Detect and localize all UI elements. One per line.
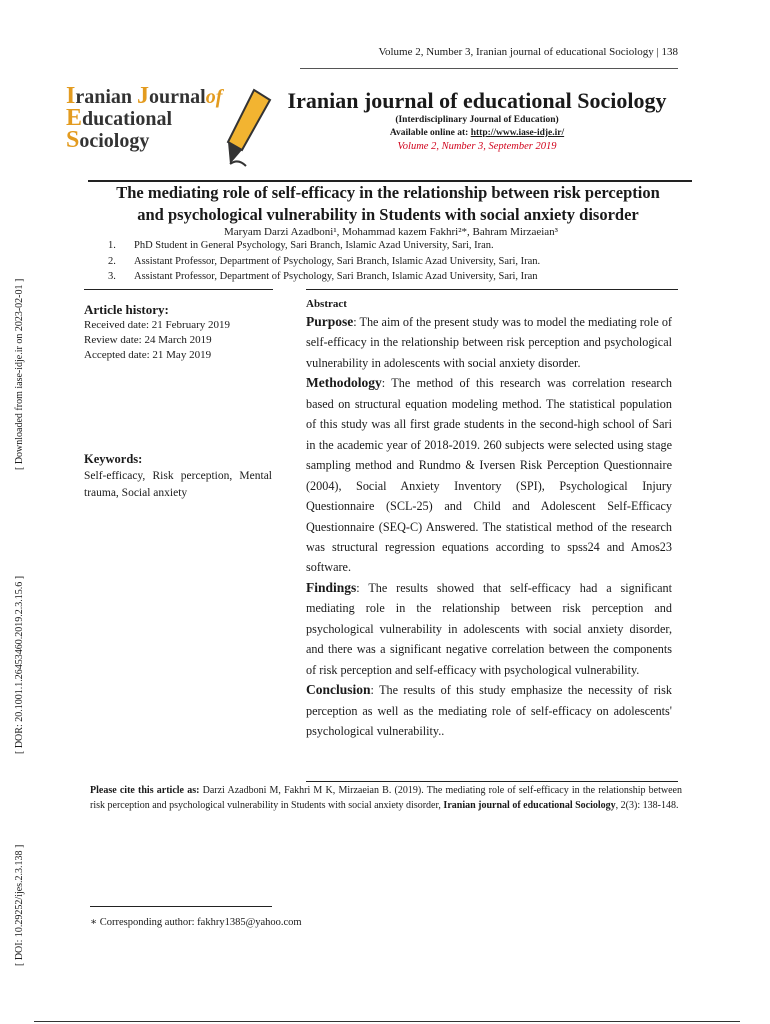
logo-line-2: Educational [66,105,173,131]
abstract-purpose: Purpose: The aim of the present study was to model the mediating role of self-efficacy in the relationship between risk perception and psychological vulnerability in adolescents with social anxiety disorder. [306,314,672,370]
abstract-methodology: Methodology: The method of this research was correlation research based on structural equation modeling method. The statistical population of this study was all first grade students in the second-high school of Sari in the academic year of 2018-2019. 260 subjects were selected using stage sampling method and Rundmo & Iversen Risk Perception Questionnaire (2004), Social Anxiety Inventory (SPI), Psychological Injury Questionnaire (SCL-25) and Child and Adolescent Self-Efficacy Questionnaire (SEQ-C) Answered. The statistical method of the research was structural regression equations according to spss24 and Amos23 software. [306,375,672,575]
citation: Please cite this article as: Darzi Azadboni M, Fakhri M K, Mirzaeian B. (2019). The mediating role of self-efficacy in the relationship between risk perception and psychological vulnerability in Students with social anxiety disorder, Iranian journal of educational Sociology, 2(3): 138-148. [90,785,682,811]
left-column-divider [84,289,273,290]
journal-logo [66,83,266,176]
pencil-icon [224,88,272,170]
abstract-findings: Findings: The results showed that self-efficacy had a significant mediating role in the relationship between risk perception and psychological vulnerability in adolescents with social anxiety disorder, and there was a significant negative correlation between the components of risk perception and self-efficacy with psychological vulnerability. [306,579,672,677]
logo-line-3: Sociology [66,127,150,153]
affiliation-2: 2. Assistant Professor, Department of Psychology, Sari Branch, Islamic Azad University, Sari, Iran. [108,256,541,267]
corresponding-author-footnote: ∗ Corresponding author: fakhry1385@yahoo.com [90,917,302,928]
journal-subtitle: (Interdisciplinary Journal of Education) [395,115,559,125]
abstract-body [306,312,672,742]
right-column-divider [306,289,678,290]
logo-line-1: Iranian Journalof [66,83,223,109]
received-date: Received date: 21 February 2019 [84,319,231,331]
review-date: Review date: 24 March 2019 [84,334,212,346]
abstract-bottom-divider [306,781,678,782]
journal-issue: Volume 2, Number 3, September 2019 [397,141,557,152]
availability-prefix: Available online at: [389,128,471,138]
affiliation-3: 3. Assistant Professor, Department of Psychology, Sari Branch, Islamic Azad University, Sari, Iran [108,271,538,282]
journal-availability [272,128,682,138]
header-divider [300,68,678,69]
journal-title: Iranian journal of educational Sociology [287,88,667,113]
running-header: Volume 2, Number 3, Iranian journal of educational Sociology | 138 [378,46,678,58]
affiliation-1: 1. PhD Student in General Psychology, Sari Branch, Islamic Azad University, Sari, Iran. [108,240,494,251]
footnote-divider [90,906,272,907]
side-note-dor: [ DOR: 20.1001.1.26453460.2019.2.3.15.6 ] [14,575,25,754]
paper-title-line-1: The mediating role of self-efficacy in the relationship between risk perception [116,183,660,202]
citation-journal: Iranian journal of educational Sociology [443,800,616,811]
authors: Maryam Darzi Azadboni¹, Mohammad kazem Fakhri²*, Bahram Mirzaeian³ [224,226,558,238]
accepted-date: Accepted date: 21 May 2019 [84,349,212,361]
abstract-title: Abstract [306,298,347,310]
paper-title-line-2: and psychological vulnerability in Students with social anxiety disorder [137,205,639,224]
keywords-title: Keywords: [84,452,143,466]
paper-title [80,182,696,226]
side-note-downloaded: [ Downloaded from iase-idje.ir on 2023-02-01 ] [14,278,25,470]
citation-label: Please cite this article as: [90,785,200,796]
page-bottom-divider [34,1021,740,1022]
keywords-text: Self-efficacy, Risk perception, Mental trauma, Social anxiety [84,470,272,499]
journal-url-link[interactable]: http://www.iase-idje.ir/ [470,128,565,138]
side-note-doi: [ DOI: 10.29252/ijes.2.3.138 ] [14,844,25,966]
abstract-conclusion: Conclusion: The results of this study emphasize the necessity of risk perception as well as the mediating role of self-efficacy on adolescents' psychological vulnerability.. [306,682,672,739]
article-history-title: Article history: [84,302,169,317]
